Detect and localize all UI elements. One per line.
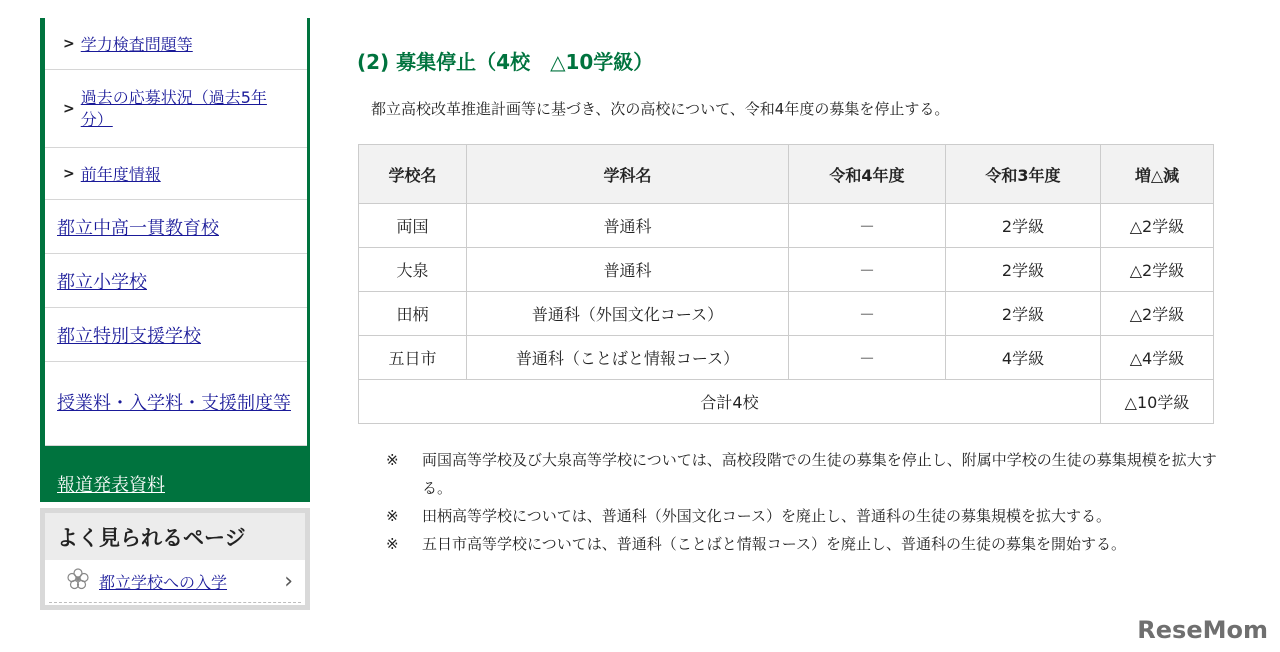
header-r4: 令和4年度 (789, 145, 946, 204)
popular-pages-inner (45, 513, 305, 605)
chevron-right-icon: > (63, 165, 75, 182)
cell-r3: 2学級 (946, 292, 1101, 336)
note-item (386, 502, 1236, 530)
popular-item-admission[interactable] (49, 560, 301, 603)
cell-r4: － (789, 248, 946, 292)
notes-list (386, 446, 1236, 558)
cell-school: 五日市 (359, 336, 467, 380)
cell-r3: 2学級 (946, 204, 1101, 248)
sidebar-subitem-past-applications[interactable] (45, 70, 307, 148)
sidebar-item-press-release[interactable] (45, 464, 307, 504)
note-text: 両国高等学校及び大泉高等学校については、高校段階での生徒の募集を停止し、附属中学校の生徒の募集規模を拡大する。 (422, 451, 1217, 497)
cell-r3: 4学級 (946, 336, 1101, 380)
table-total-row (359, 380, 1214, 424)
header-school: 学校名 (359, 145, 467, 204)
popular-pages-heading: よく見られるページ (45, 513, 305, 560)
cell-r4: － (789, 292, 946, 336)
sidebar-item-special-support[interactable] (45, 308, 307, 362)
popular-item-label[interactable]: 都立学校への入学 (99, 572, 228, 592)
note-mark: ※ (386, 507, 399, 525)
sidebar-item-label[interactable]: 授業料・入学料・支援制度等 (57, 392, 291, 414)
sidebar-item-label[interactable]: 都立中高一貫教育校 (57, 217, 219, 239)
cell-r4: － (789, 336, 946, 380)
table-row (359, 248, 1214, 292)
sidebar-nav (40, 18, 310, 502)
sidebar-item-label[interactable]: 都立小学校 (57, 271, 147, 293)
sidebar-subitem-previous-year[interactable] (45, 148, 307, 200)
header-r3: 令和3年度 (946, 145, 1101, 204)
note-mark: ※ (386, 451, 399, 469)
cell-change: △2学級 (1101, 248, 1214, 292)
header-department: 学科名 (467, 145, 789, 204)
cell-change: △4学級 (1101, 336, 1214, 380)
cell-change: △2学級 (1101, 292, 1214, 336)
cell-r4: － (789, 204, 946, 248)
chevron-right-icon: > (63, 35, 75, 52)
cell-school: 両国 (359, 204, 467, 248)
sidebar-subitem-label[interactable]: 前年度情報 (80, 165, 161, 184)
cell-department: 普通科 (467, 248, 789, 292)
sidebar (40, 0, 310, 610)
cell-department: 普通科（外国文化コース） (467, 292, 789, 336)
chevron-right-icon: > (63, 100, 75, 117)
sidebar-subitem-label[interactable]: 過去の応募状況（過去5年分） (80, 87, 267, 129)
sidebar-item-elementary[interactable] (45, 254, 307, 308)
intro-text: 都立高校改革推進計画等に基づき、次の高校について、令和4年度の募集を停止する。 (371, 100, 950, 118)
cell-department: 普通科（ことばと情報コース） (467, 336, 789, 380)
flower-icon (67, 568, 89, 594)
note-text: 田柄高等学校については、普通科（外国文化コース）を廃止し、普通科の生徒の募集規模を拡大する。 (422, 507, 1111, 525)
table-row (359, 204, 1214, 248)
table-row (359, 336, 1214, 380)
cell-school: 大泉 (359, 248, 467, 292)
sidebar-nav-list (45, 18, 307, 446)
cell-r3: 2学級 (946, 248, 1101, 292)
cell-total-label: 合計4校 (359, 380, 1101, 424)
table-row (359, 292, 1214, 336)
note-item (386, 446, 1236, 502)
note-mark: ※ (386, 535, 399, 553)
cell-total-value: △10学級 (1101, 380, 1214, 424)
cell-department: 普通科 (467, 204, 789, 248)
sidebar-subitem-exam-questions[interactable] (45, 18, 307, 70)
popular-pages-box (40, 508, 310, 610)
table-header-row (359, 145, 1214, 204)
press-release-link[interactable]: 報道発表資料 (57, 475, 165, 496)
header-change: 増△減 (1101, 145, 1214, 204)
resemom-logo: ReseMom (1137, 616, 1268, 644)
sidebar-item-tuition[interactable] (45, 362, 307, 446)
suspension-table (358, 144, 1214, 424)
section-title: (2) 募集停止（4校 △10学級） (357, 50, 654, 74)
chevron-right-icon: › (284, 568, 293, 594)
note-text: 五日市高等学校については、普通科（ことばと情報コース）を廃止し、普通科の生徒の募集を開始する。 (422, 535, 1126, 553)
cell-change: △2学級 (1101, 204, 1214, 248)
sidebar-subitem-label[interactable]: 学力検査問題等 (80, 35, 193, 54)
sidebar-item-integrated-schools[interactable] (45, 200, 307, 254)
note-item (386, 530, 1236, 558)
sidebar-item-label[interactable]: 都立特別支援学校 (57, 325, 201, 347)
cell-school: 田柄 (359, 292, 467, 336)
